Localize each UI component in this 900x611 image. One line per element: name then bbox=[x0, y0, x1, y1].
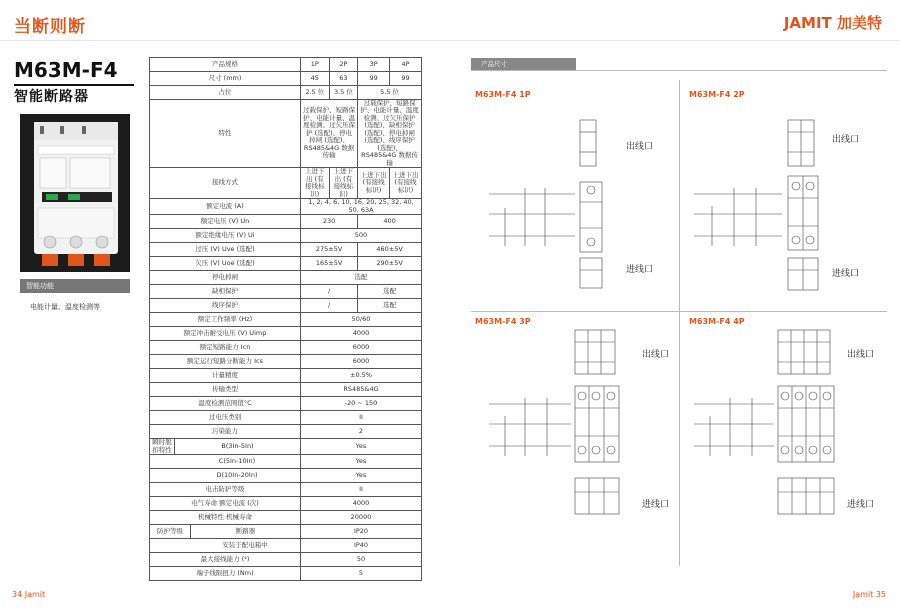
table-row: D(10In-20In) Yes bbox=[150, 468, 422, 482]
table-row: 占位 2.5 位 3.5 位 5.5 位 bbox=[150, 86, 422, 100]
table-row: 过电压类别 II bbox=[150, 411, 422, 425]
function-text: 电能计量、温度检测等 bbox=[30, 303, 100, 311]
table-row: 最大接线能力 (²) 50 bbox=[150, 552, 422, 566]
port-in-2p: 进线口 bbox=[832, 269, 860, 279]
drawing-4p bbox=[690, 326, 870, 526]
model-title: M63M-F4 bbox=[14, 58, 118, 82]
page-number-left: 34 Jamit bbox=[12, 590, 46, 599]
table-row: 防护等级 断路器 IP20 bbox=[150, 524, 422, 538]
group-label-protection: 防护等级 bbox=[150, 525, 191, 538]
table-row: 产品规格 1P 2P 3P 4P bbox=[150, 58, 422, 72]
model-subtitle: 智能断路器 bbox=[14, 89, 89, 105]
table-row: 额定冲击耐受电压 (V) Uimp 4000 bbox=[150, 327, 422, 341]
table-row: 额定电压 (V) Un 230 400 bbox=[150, 215, 422, 229]
dimensions-divider bbox=[471, 70, 887, 71]
spec-table bbox=[149, 57, 422, 581]
table-row: 尺寸 (mm) 45 63 99 99 bbox=[150, 72, 422, 86]
table-row: 安装于配电箱中 IP40 bbox=[150, 538, 422, 552]
header-divider bbox=[0, 40, 900, 41]
table-row: 传输类型 RS485&4G bbox=[150, 383, 422, 397]
page-number-right: Jamit 35 bbox=[852, 590, 886, 599]
panel-title-1p: M63M-F4 1P bbox=[475, 90, 531, 99]
table-row: 缺相保护 / 选配 bbox=[150, 285, 422, 299]
port-in-4p: 进线口 bbox=[847, 500, 875, 510]
port-out-3p: 出线口 bbox=[642, 350, 670, 360]
port-in-1p: 进线口 bbox=[626, 265, 654, 275]
table-row: 欠压 (V) Uoe (选配) 165±5V 290±5V bbox=[150, 257, 422, 271]
table-row: 额定工作频率 (Hz) 50/60 bbox=[150, 313, 422, 327]
brand-logo: JAMIT 加美特 bbox=[783, 14, 882, 32]
table-row: 额定短路能力 Icn 6000 bbox=[150, 341, 422, 355]
table-row: 电击防护等级 II bbox=[150, 482, 422, 496]
brand-slogan: 当断则断 bbox=[14, 17, 86, 37]
panel-divider-vertical bbox=[679, 80, 680, 566]
table-row: 过压 (V) Uve (选配) 275±5V 460±5V bbox=[150, 243, 422, 257]
drawing-3p bbox=[485, 326, 665, 526]
table-row: 停电掉闸 选配 bbox=[150, 271, 422, 285]
table-row: 特性 过载保护、短路保护、电能计量、温度检测、过欠压保护 (选配)、停电掉闸 (选配)、RS485&4G 数据传输 过载保护、短路保护、电能计量、温度检测、过欠压保护 (选配)、缺相保护 (选配)、停电掉闸 (选配)、线序保护 (选配)、RS485&4G 数据传输 bbox=[150, 100, 422, 168]
table-row: 计量精度 ±0.5% bbox=[150, 369, 422, 383]
group-label-trip: 瞬时脱扣特性 bbox=[150, 439, 175, 454]
product-photo bbox=[20, 114, 130, 272]
port-in-3p: 进线口 bbox=[642, 500, 670, 510]
table-row: 额定电流 (A) 1, 2, 4, 6, 10, 16, 20, 25, 32, 40, 50, 63A bbox=[150, 199, 422, 215]
dimensions-tag: 产品尺寸 bbox=[471, 58, 576, 70]
panel-title-4p: M63M-F4 4P bbox=[689, 317, 745, 326]
table-row: 线序保护 / 选配 bbox=[150, 299, 422, 313]
port-out-2p: 出线口 bbox=[832, 135, 860, 145]
port-out-4p: 出线口 bbox=[847, 350, 875, 360]
table-row: 机械特性 机械寿命 20000 bbox=[150, 510, 422, 524]
breaker-illustration bbox=[20, 114, 130, 272]
table-row: C(5In-10In) Yes bbox=[150, 454, 422, 468]
panel-title-3p: M63M-F4 3P bbox=[475, 317, 531, 326]
panel-divider-horizontal bbox=[471, 311, 887, 312]
table-row: 额定运行短路分断能力 Ics 6000 bbox=[150, 355, 422, 369]
table-row: 端子线限扭力 (Nm) 5 bbox=[150, 566, 422, 580]
table-row: 额定绝缘电压 (V) Ui 500 bbox=[150, 229, 422, 243]
function-tag: 智能功能 bbox=[20, 279, 130, 293]
panel-title-2p: M63M-F4 2P bbox=[689, 90, 745, 99]
table-row: 污染能力 2 bbox=[150, 425, 422, 439]
port-out-1p: 出线口 bbox=[626, 142, 654, 152]
table-row: 瞬时脱扣特性 B(3In-5In) Yes bbox=[150, 439, 422, 455]
table-row: 温度检测范围值°C -20 ~ 150 bbox=[150, 397, 422, 411]
table-row: 电气寿命 额定电流 (次) 4000 bbox=[150, 496, 422, 510]
table-row: 接线方式 上进下出 (有接线标识) 上进下出 (有接线标识) 上进下出 (有接线标识) 上进下出 (有接线标识) bbox=[150, 168, 422, 199]
